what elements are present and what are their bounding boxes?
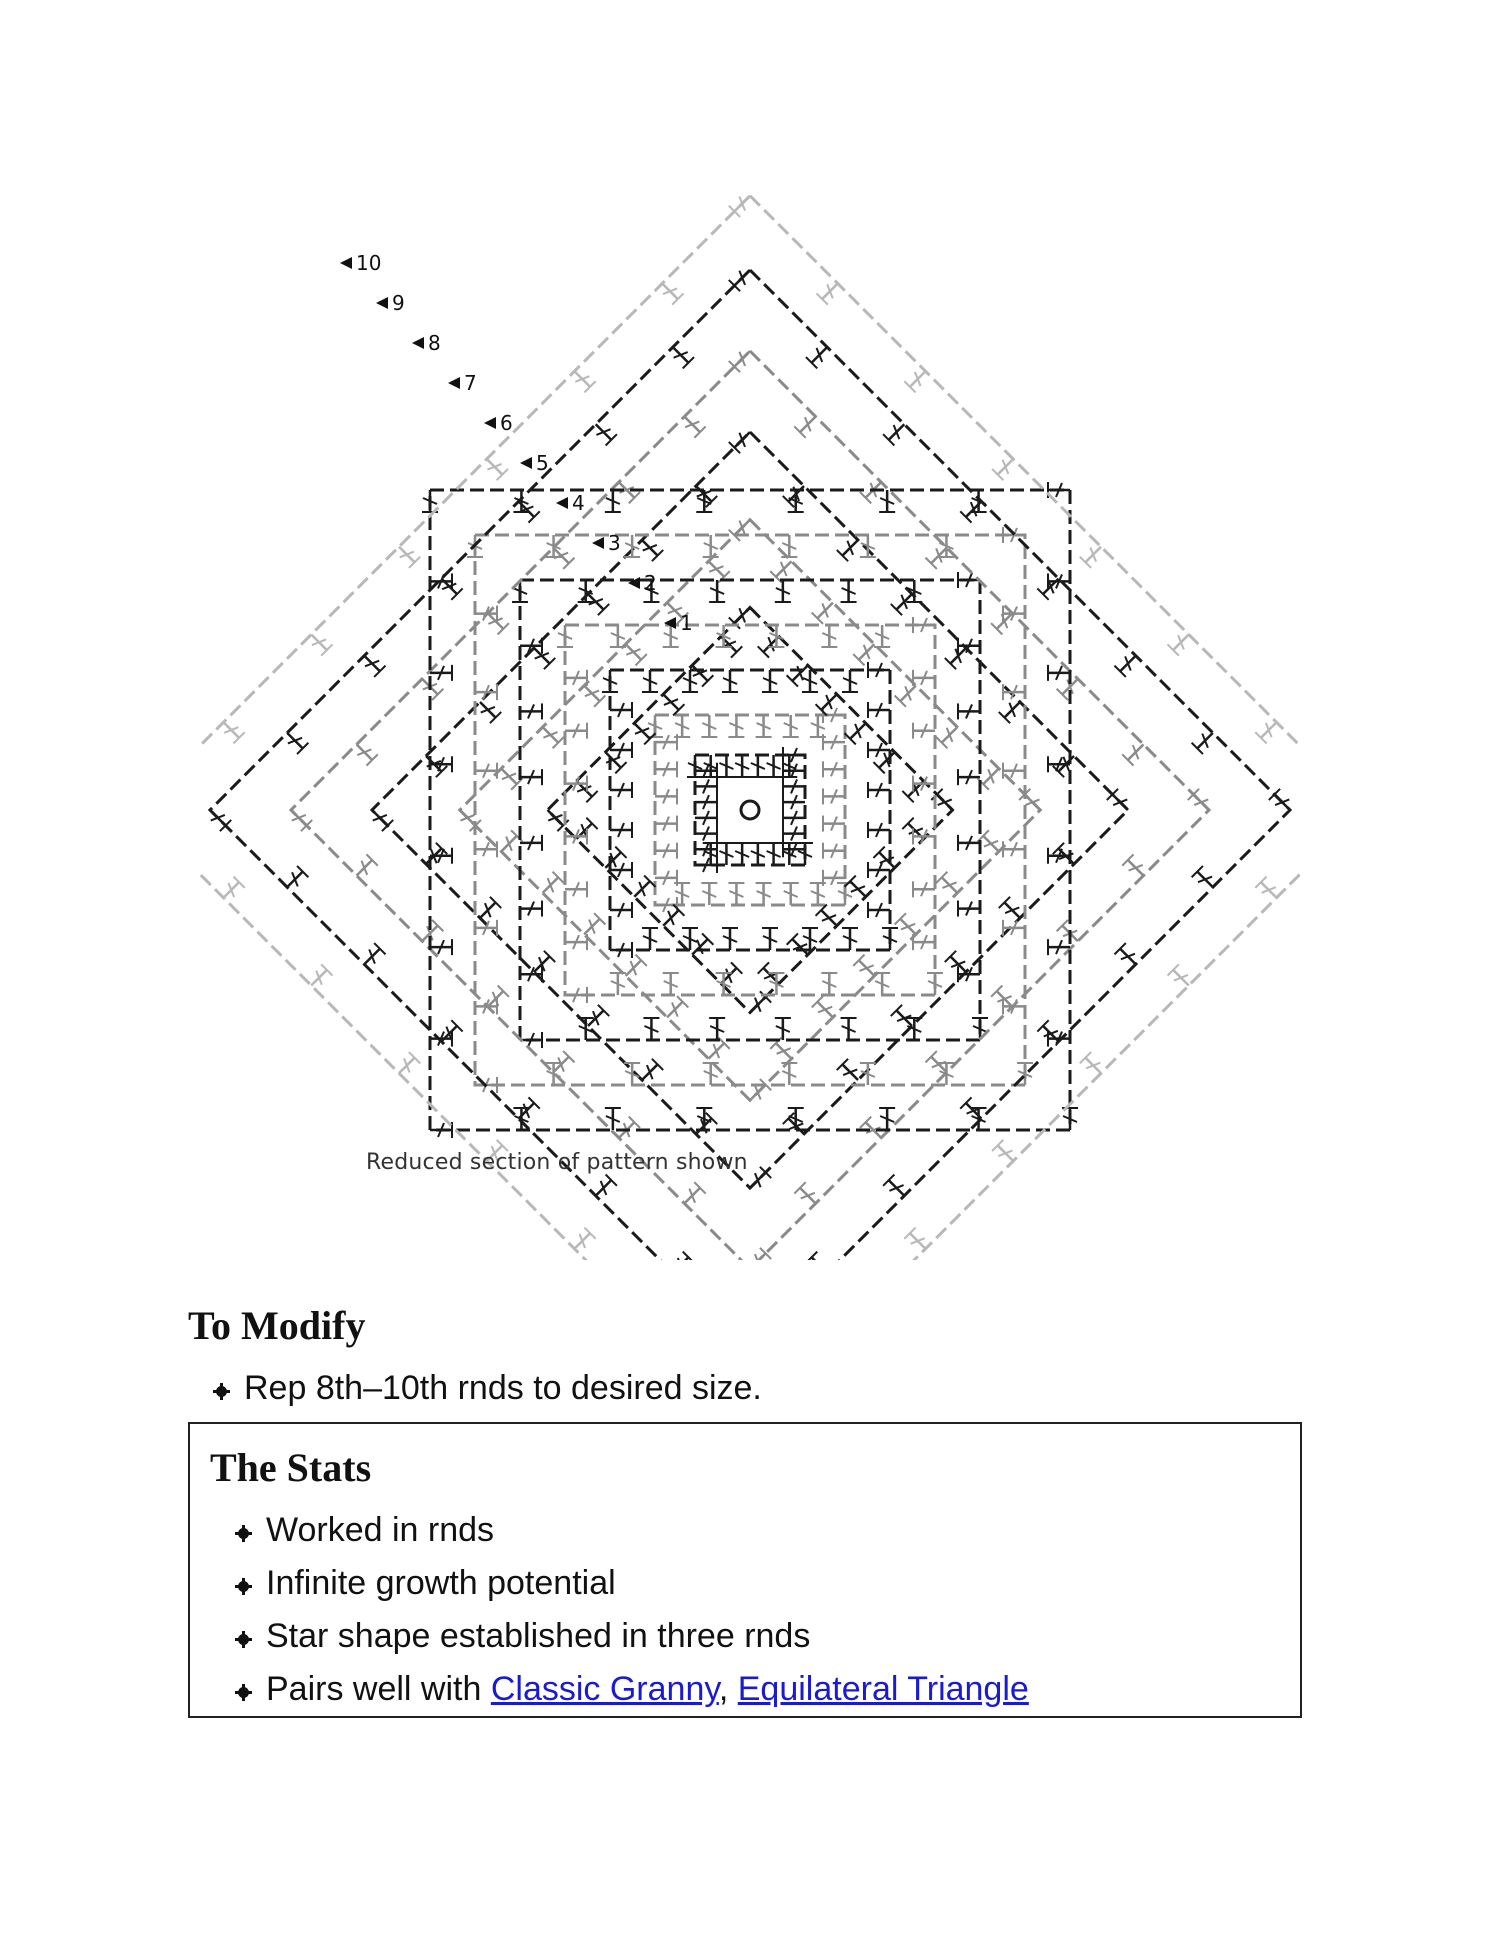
stitch-symbol	[841, 580, 857, 602]
stitch-symbol	[728, 883, 744, 905]
stitch-symbol	[823, 816, 845, 832]
list-item: Rep 8th–10th rnds to desired size.	[188, 1362, 762, 1415]
round-number-label: 6	[500, 411, 513, 435]
stitch-symbol	[695, 810, 717, 826]
stitch-symbol	[895, 680, 922, 707]
stitch-symbol	[812, 996, 839, 1023]
chart-round-outline	[548, 608, 953, 1013]
stitch-symbol	[744, 1079, 771, 1106]
list-item: Worked in rnds	[210, 1504, 1029, 1557]
stitch-symbol	[999, 696, 1026, 723]
stitch-symbol	[474, 897, 501, 924]
stitch-symbol	[218, 717, 245, 744]
round-number-label: 1	[680, 611, 693, 635]
stitch-symbol	[806, 1252, 833, 1260]
stitch-symbol	[978, 763, 1005, 790]
stitch-symbol	[806, 341, 833, 368]
stitch-symbol	[679, 1182, 706, 1209]
stitch-symbol	[1192, 727, 1219, 754]
stitch-symbol	[766, 755, 782, 777]
stitch-symbol	[904, 1228, 931, 1255]
stitch-symbol	[750, 843, 766, 865]
stitch-symbol	[281, 866, 308, 893]
stitch-symbol	[879, 1108, 895, 1130]
stitch-symbol	[722, 928, 738, 950]
stitch-symbol	[868, 662, 890, 678]
stitch-symbol	[359, 650, 386, 677]
round-start-arrow-icon	[556, 497, 568, 509]
stitch-symbol	[537, 721, 564, 748]
round-start-arrow-icon	[520, 457, 532, 469]
classic-granny-link[interactable]: Classic Granny	[490, 1670, 719, 1708]
stitch-symbol	[578, 680, 605, 707]
stitch-symbol	[744, 1248, 771, 1260]
stitch-symbol	[610, 942, 632, 958]
stitch-symbol	[766, 843, 782, 865]
stitch-symbol	[734, 755, 750, 777]
stitch-symbol	[783, 778, 805, 794]
crochet-chart-svg	[200, 160, 1300, 1260]
stitch-symbol	[1115, 650, 1142, 677]
stitch-symbol	[823, 734, 845, 750]
stitch-symbol	[602, 670, 618, 692]
stitch-symbol	[565, 670, 587, 686]
stitch-symbol	[695, 857, 717, 873]
stitch-symbol	[874, 625, 890, 647]
round-start-arrow-icon	[484, 417, 496, 429]
stitch-symbol	[722, 670, 738, 692]
round-start-arrow-icon	[448, 377, 460, 389]
stitch-symbol	[837, 534, 864, 561]
stitch-symbol	[904, 366, 931, 393]
stitch-symbol	[655, 788, 677, 804]
stitch-symbol	[868, 702, 890, 718]
list-item: Star shape established in three rnds	[210, 1610, 1029, 1663]
stitch-symbol	[565, 934, 587, 950]
stitch-symbol	[868, 902, 890, 918]
stitch-symbol	[655, 761, 677, 777]
stitch-symbol	[845, 718, 872, 745]
stitch-symbol	[1255, 877, 1282, 904]
stitch-symbol	[590, 1175, 617, 1202]
stitch-symbol	[351, 739, 378, 766]
stitch-symbol	[783, 715, 799, 737]
stitch-symbol	[359, 943, 386, 970]
stitch-symbol	[882, 928, 898, 950]
stitch-symbol	[636, 1059, 663, 1086]
round-start-arrow-icon	[412, 337, 424, 349]
stitch-symbol	[393, 541, 420, 568]
stitch-symbol	[812, 597, 839, 624]
stitch-symbol	[610, 625, 626, 647]
stitch-symbol	[687, 755, 703, 777]
stitch-symbol	[770, 556, 797, 583]
stitch-symbol	[695, 826, 717, 842]
stitch-symbol	[701, 883, 717, 905]
stitch-symbol	[655, 870, 677, 886]
stitch-symbol	[883, 1175, 910, 1202]
stitch-symbol	[281, 727, 308, 754]
stitch-symbol	[978, 830, 1005, 857]
stitch-symbol	[218, 877, 245, 904]
stitch-symbol	[972, 1018, 988, 1040]
stitch-symbol	[913, 723, 935, 739]
stitch-symbol	[366, 804, 393, 831]
stitch-symbol	[667, 1252, 694, 1260]
stitch-symbol	[537, 872, 564, 899]
chart-round-outline	[520, 580, 980, 1040]
stitch-symbol	[642, 928, 658, 950]
stitch-symbol	[695, 778, 717, 794]
stitch-symbol	[642, 670, 658, 692]
stitch-symbol	[958, 703, 980, 719]
stitch-symbol	[565, 723, 587, 739]
stitch-symbol	[475, 763, 497, 779]
stitch-symbol	[883, 419, 910, 446]
stitch-symbol	[306, 964, 333, 991]
stitch-symbol	[728, 715, 744, 737]
to-modify-list	[188, 1362, 762, 1415]
stitch-symbol	[783, 747, 805, 763]
stitch-symbol	[605, 1108, 621, 1130]
round-number-label: 5	[536, 451, 549, 475]
stitch-symbol	[775, 1018, 791, 1040]
stitch-symbol	[841, 1018, 857, 1040]
stitch-symbol	[679, 411, 706, 438]
stitch-symbol	[1080, 541, 1107, 568]
stitch-symbol	[821, 973, 837, 995]
stitch-symbol	[610, 973, 626, 995]
stitch-symbol	[620, 955, 647, 982]
round-start-arrow-icon	[592, 537, 604, 549]
stitch-symbol	[709, 580, 725, 602]
stitch-symbol	[783, 794, 805, 810]
stitch-symbol	[1115, 943, 1142, 970]
stitch-symbol	[1003, 841, 1025, 857]
to-modify-heading: To Modify	[188, 1303, 366, 1348]
stitch-symbol	[853, 638, 880, 665]
stitch-symbol	[1269, 789, 1296, 816]
stitch-symbol	[565, 881, 587, 897]
bullet-icon	[238, 1634, 249, 1645]
stitch-symbol	[868, 782, 890, 798]
stitch-symbol	[620, 638, 647, 665]
stitch-symbol	[992, 1140, 1019, 1167]
stitch-symbol	[762, 928, 778, 950]
stitch-symbol	[703, 1038, 730, 1065]
stitch-symbol	[999, 897, 1026, 924]
stitch-symbol	[590, 419, 617, 446]
bullet-icon	[216, 1386, 227, 1397]
stitch-symbol	[842, 928, 858, 950]
stitch-symbol	[783, 810, 805, 826]
stitch-symbol	[520, 703, 542, 719]
stitch-symbol	[474, 696, 501, 723]
stitch-symbol	[667, 341, 694, 368]
stitch-symbol	[636, 534, 663, 561]
stitch-symbol	[496, 763, 523, 790]
stitch-symbol	[657, 278, 684, 305]
stitch-symbol	[610, 702, 632, 718]
stitch-symbol	[703, 535, 719, 557]
stitch-symbol	[1122, 739, 1149, 766]
stitch-symbol	[718, 755, 734, 777]
chart-round-outline	[655, 715, 845, 905]
round-number-label: 7	[464, 371, 477, 395]
stitch-symbol	[817, 278, 844, 305]
stitch-symbol	[1168, 629, 1195, 656]
stitch-symbol	[1255, 717, 1282, 744]
stitch-symbol	[557, 625, 573, 647]
stitch-symbol	[810, 883, 826, 905]
stitch-symbol	[674, 715, 690, 737]
stitch-symbol	[783, 883, 799, 905]
stitch-symbol	[837, 1059, 864, 1086]
stitch-symbol	[845, 876, 872, 903]
stitch-symbol	[936, 872, 963, 899]
chart-round-outline	[372, 432, 1128, 1188]
stitch-symbol	[1192, 866, 1219, 893]
stitch-symbol	[913, 670, 935, 686]
stitch-symbol	[797, 843, 813, 865]
stats-heading: The Stats	[210, 1445, 372, 1490]
stitch-symbol	[802, 928, 818, 950]
stitch-symbol	[655, 843, 677, 859]
stitch-symbol	[520, 835, 542, 851]
round-number-label: 10	[356, 251, 382, 275]
stitch-symbol	[992, 453, 1019, 480]
stitch-symbol	[655, 816, 677, 832]
stitch-symbol	[393, 1052, 420, 1079]
stitch-symbol	[1168, 964, 1195, 991]
stitch-symbol	[1122, 854, 1149, 881]
stitch-symbol	[520, 1032, 542, 1048]
stitch-symbol	[823, 843, 845, 859]
stitch-symbol	[569, 366, 596, 393]
stitch-symbol	[913, 934, 935, 950]
bullet-icon	[238, 1581, 249, 1592]
chart-round-outline	[210, 270, 1290, 1260]
crochet-chart-diagram	[200, 160, 1300, 1260]
stitch-symbol	[913, 881, 935, 897]
stitch-symbol	[770, 1038, 797, 1065]
stitch-symbol	[629, 876, 656, 903]
stitch-symbol	[958, 835, 980, 851]
list-item: Pairs well with Classic Granny, Equilateral Triangle	[210, 1663, 1029, 1716]
stitch-symbol	[936, 721, 963, 748]
round-number-label: 8	[428, 331, 441, 355]
stitch-symbol	[605, 490, 621, 512]
stitch-symbol	[512, 580, 528, 602]
stitch-symbol	[661, 996, 688, 1023]
stats-box	[188, 1422, 1302, 1718]
stitch-symbol	[913, 617, 935, 633]
center-ring-icon	[741, 801, 759, 819]
stitch-symbol	[610, 782, 632, 798]
round-number-label: 9	[392, 291, 405, 315]
stitch-symbol	[756, 715, 772, 737]
chart-round-outline	[430, 490, 1070, 1130]
chart-round-outline	[565, 625, 935, 995]
stitch-symbol	[663, 973, 679, 995]
stitch-symbol	[853, 955, 880, 982]
stitch-symbol	[750, 755, 766, 777]
stitch-symbol	[658, 689, 685, 716]
stitch-symbol	[729, 514, 756, 541]
stitch-symbol	[663, 625, 679, 647]
stitch-symbol	[816, 689, 843, 716]
stitch-symbol	[569, 1228, 596, 1255]
equilateral-triangle-link[interactable]: Equilateral Triangle	[737, 1670, 1029, 1708]
stitch-symbol	[520, 769, 542, 785]
stitch-symbol	[496, 830, 523, 857]
round-start-arrow-icon	[376, 297, 388, 309]
stitch-symbol	[868, 862, 890, 878]
stitch-symbol	[794, 1182, 821, 1209]
stitch-symbol	[927, 973, 943, 995]
stitch-symbol	[821, 625, 837, 647]
stitch-symbol	[709, 1018, 725, 1040]
stitch-symbol	[695, 794, 717, 810]
stitch-symbol	[823, 788, 845, 804]
stitch-symbol	[565, 987, 587, 1003]
round-number-label: 4	[572, 491, 585, 515]
stitch-symbol	[783, 826, 805, 842]
stitch-symbol	[842, 670, 858, 692]
stitch-symbol	[823, 761, 845, 777]
round-number-label: 2	[644, 571, 657, 595]
bullet-icon	[238, 1687, 249, 1698]
stitch-symbol	[718, 843, 734, 865]
stitch-symbol	[958, 769, 980, 785]
stitch-symbol	[520, 901, 542, 917]
stitch-symbol	[794, 411, 821, 438]
stitch-symbol	[658, 905, 685, 932]
list-item: Infinite growth potential	[210, 1557, 1029, 1610]
round-start-arrow-icon	[340, 257, 352, 269]
stitch-symbol	[481, 453, 508, 480]
stitch-symbol	[874, 973, 890, 995]
stitch-symbol	[816, 905, 843, 932]
stitch-symbol	[610, 902, 632, 918]
chart-round-outline	[475, 535, 1025, 1085]
stitch-symbol	[703, 556, 730, 583]
round-number-label: 3	[608, 531, 621, 555]
stitch-symbol	[578, 913, 605, 940]
stitch-symbol	[762, 670, 778, 692]
stitch-symbol	[958, 901, 980, 917]
stitch-symbol	[1080, 1052, 1107, 1079]
stitch-symbol	[701, 715, 717, 737]
stitch-symbol	[610, 822, 632, 838]
chart-round-outline	[610, 670, 890, 950]
stitch-symbol	[958, 572, 980, 588]
bullet-icon	[238, 1528, 249, 1539]
stitch-symbol	[734, 843, 750, 865]
stitch-symbol	[868, 822, 890, 838]
diagram-caption: Reduced section of pattern shown	[366, 1150, 748, 1175]
stitch-symbol	[351, 854, 378, 881]
stitch-symbol	[775, 580, 791, 602]
stitch-symbol	[306, 629, 333, 656]
stats-list	[210, 1504, 1029, 1716]
stitch-symbol	[629, 718, 656, 745]
stitch-symbol	[895, 913, 922, 940]
stitch-symbol	[756, 883, 772, 905]
stitch-symbol	[643, 1018, 659, 1040]
